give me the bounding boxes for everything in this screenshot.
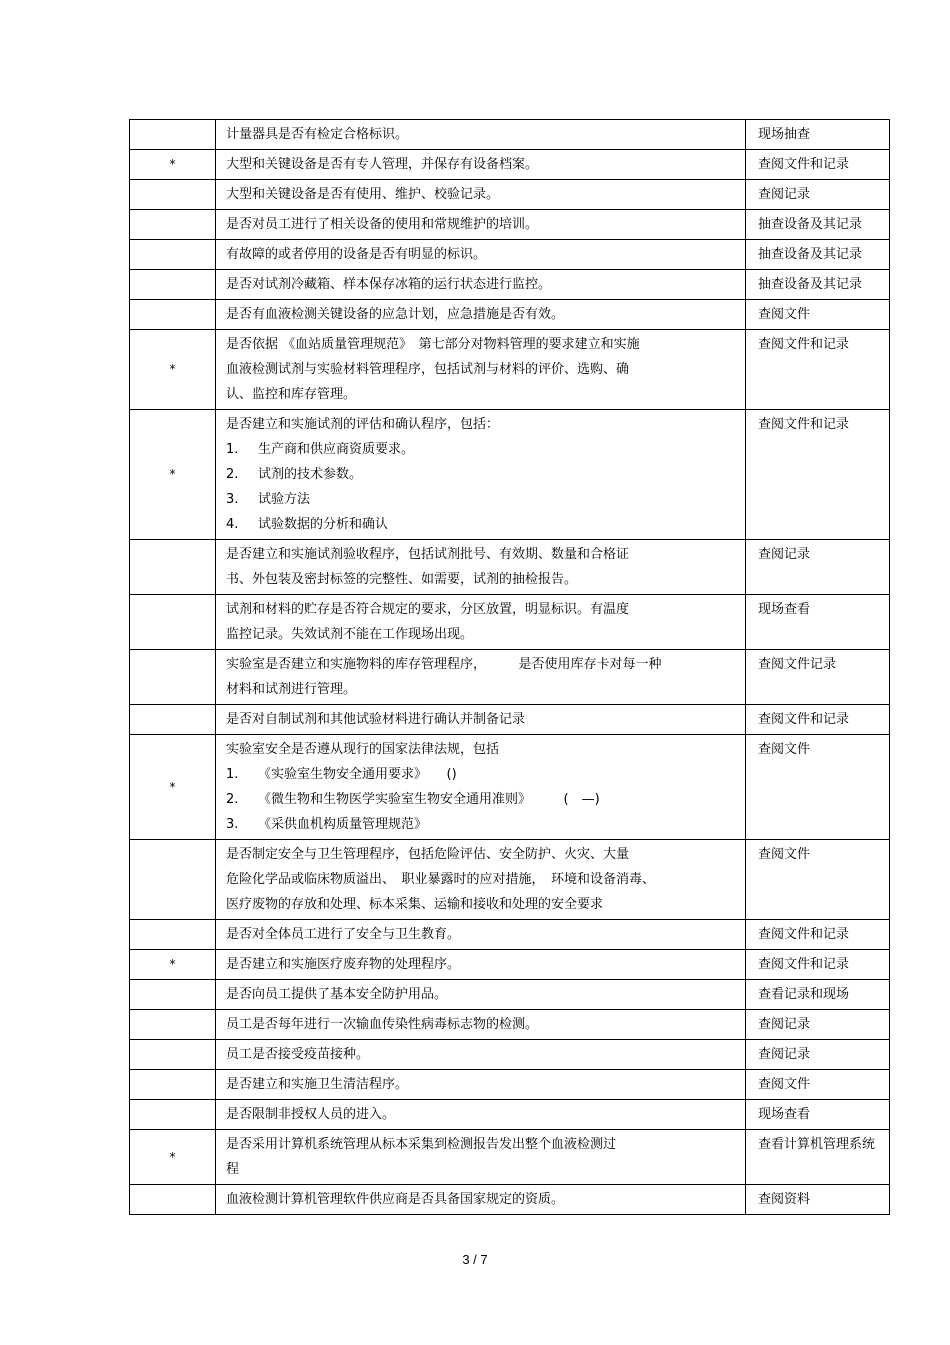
check-item bbox=[216, 1070, 746, 1100]
table-row bbox=[130, 1070, 890, 1100]
inspection-method: 查阅文件和记录 bbox=[746, 705, 890, 735]
check-item-text: 是否依据 《血站质量管理规范》 第七部分对物料管理的要求建立和实施 bbox=[226, 337, 640, 352]
inspection-method: 抽查设备及其记录 bbox=[746, 240, 890, 270]
check-item bbox=[216, 240, 746, 270]
list-item-text: 试验方法 bbox=[258, 492, 311, 507]
inspection-method: 现场查看 bbox=[746, 1100, 890, 1130]
list-item-number: 4. bbox=[226, 517, 239, 532]
table-row bbox=[130, 1010, 890, 1040]
inspection-method: 查阅文件和记录 bbox=[746, 330, 890, 410]
table-row bbox=[130, 1100, 890, 1130]
key-item-mark bbox=[130, 1070, 216, 1100]
key-item-mark bbox=[130, 980, 216, 1010]
table-row bbox=[130, 595, 890, 650]
check-item bbox=[216, 410, 746, 540]
key-item-mark: * bbox=[130, 150, 216, 180]
check-item-text: 试剂和材料的贮存是否符合规定的要求，分区放置，明显标识。有温度 bbox=[226, 602, 630, 617]
table-row bbox=[130, 920, 890, 950]
page-number: 3 / 7 bbox=[462, 1252, 488, 1267]
check-item-text: 大型和关键设备是否有使用、维护、校验记录。 bbox=[226, 187, 500, 202]
check-item bbox=[216, 950, 746, 980]
check-item bbox=[216, 595, 746, 650]
key-item-mark: * bbox=[130, 1130, 216, 1185]
key-item-mark bbox=[130, 180, 216, 210]
list-item-text: 试验数据的分析和确认 bbox=[258, 517, 389, 532]
inspection-method: 查阅记录 bbox=[746, 1010, 890, 1040]
table-row bbox=[130, 735, 890, 840]
inspection-method: 查阅记录 bbox=[746, 540, 890, 595]
key-item-mark: * bbox=[130, 410, 216, 540]
inspection-method: 抽查设备及其记录 bbox=[746, 270, 890, 300]
check-item-text: 是否对员工进行了相关设备的使用和常规维护的培训。 bbox=[226, 217, 539, 232]
table-row bbox=[130, 120, 890, 150]
inspection-method: 查阅文件和记录 bbox=[746, 950, 890, 980]
table-row bbox=[130, 210, 890, 240]
list-item-number: 2. bbox=[226, 467, 239, 482]
check-item bbox=[216, 1100, 746, 1130]
key-item-mark bbox=[130, 300, 216, 330]
inspection-method: 现场抽查 bbox=[746, 120, 890, 150]
list-item-number: 2. bbox=[226, 792, 239, 807]
key-item-mark bbox=[130, 270, 216, 300]
check-item-text: 是否向员工提供了基本安全防护用品。 bbox=[226, 987, 448, 1002]
check-item-text: 员工是否接受疫苗接种。 bbox=[226, 1047, 370, 1062]
inspection-method: 查阅文件记录 bbox=[746, 650, 890, 705]
check-item-text: 血液检测计算机管理软件供应商是否具备国家规定的资质。 bbox=[226, 1192, 565, 1207]
table-row bbox=[130, 240, 890, 270]
key-item-mark bbox=[130, 1100, 216, 1130]
check-item bbox=[216, 1130, 746, 1185]
key-item-mark: * bbox=[130, 950, 216, 980]
inspection-method: 查阅文件 bbox=[746, 1070, 890, 1100]
check-item-text: 是否建立和实施卫生清洁程序。 bbox=[226, 1077, 409, 1092]
list-item bbox=[226, 437, 735, 462]
inspection-method: 现场查看 bbox=[746, 595, 890, 650]
table-row bbox=[130, 540, 890, 595]
inspection-method: 查阅文件和记录 bbox=[746, 150, 890, 180]
check-item-text: 是否采用计算机系统管理从标本采集到检测报告发出整个血液检测过 bbox=[226, 1137, 617, 1152]
check-item-text: 医疗废物的存放和处理、标本采集、运输和接收和处理的安全要求 bbox=[226, 897, 604, 912]
check-item bbox=[216, 540, 746, 595]
check-item bbox=[216, 1010, 746, 1040]
key-item-mark bbox=[130, 120, 216, 150]
table-row bbox=[130, 980, 890, 1010]
check-item-text: 是否对自制试剂和其他试验材料进行确认并制备记录 bbox=[226, 712, 526, 727]
list-item bbox=[226, 487, 735, 512]
table-row bbox=[130, 1040, 890, 1070]
list-item bbox=[226, 512, 735, 537]
check-item bbox=[216, 270, 746, 300]
inspection-method: 查看计算机管理系统 bbox=[746, 1130, 890, 1185]
check-item bbox=[216, 300, 746, 330]
table-row bbox=[130, 330, 890, 410]
list-item bbox=[226, 462, 735, 487]
key-item-mark bbox=[130, 240, 216, 270]
check-item-text: 有故障的或者停用的设备是否有明显的标识。 bbox=[226, 247, 487, 262]
check-item bbox=[216, 735, 746, 840]
checklist-body bbox=[130, 120, 890, 1215]
key-item-mark bbox=[130, 1185, 216, 1215]
check-item-text: 血液检测试剂与实验材料管理程序，包括试剂与材料的评价、选购、确 bbox=[226, 362, 630, 377]
table-row bbox=[130, 270, 890, 300]
key-item-mark: * bbox=[130, 735, 216, 840]
check-item bbox=[216, 650, 746, 705]
check-item bbox=[216, 840, 746, 920]
check-item bbox=[216, 920, 746, 950]
key-item-mark bbox=[130, 1010, 216, 1040]
inspection-method: 抽查设备及其记录 bbox=[746, 210, 890, 240]
list-item-number: 1. bbox=[226, 767, 239, 782]
table-row bbox=[130, 1130, 890, 1185]
check-item-text: 实验室安全是否遵从现行的国家法律法规，包括 bbox=[226, 742, 500, 757]
list-item bbox=[226, 787, 735, 812]
key-item-mark bbox=[130, 920, 216, 950]
key-item-mark bbox=[130, 540, 216, 595]
check-item bbox=[216, 150, 746, 180]
check-item-text: 是否建立和实施试剂验收程序，包括试剂批号、有效期、数量和合格证 bbox=[226, 547, 630, 562]
check-item bbox=[216, 210, 746, 240]
table-row bbox=[130, 410, 890, 540]
inspection-method: 查阅文件 bbox=[746, 735, 890, 840]
key-item-mark bbox=[130, 650, 216, 705]
check-item bbox=[216, 980, 746, 1010]
check-item-text: 是否有血液检测关键设备的应急计划，应急措施是否有效。 bbox=[226, 307, 565, 322]
inspection-method: 查看记录和现场 bbox=[746, 980, 890, 1010]
list-item-text: 生产商和供应商资质要求。 bbox=[258, 442, 415, 457]
table-row bbox=[130, 1185, 890, 1215]
key-item-mark bbox=[130, 210, 216, 240]
list-item bbox=[226, 762, 735, 787]
check-item-text: 材料和试剂进行管理。 bbox=[226, 682, 357, 697]
check-item-text: 实验室是否建立和实施物料的库存管理程序， 是否使用库存卡对每一种 bbox=[226, 657, 662, 672]
key-item-mark: * bbox=[130, 330, 216, 410]
check-item-text: 员工是否每年进行一次输血传染性病毒标志物的检测。 bbox=[226, 1017, 539, 1032]
check-item bbox=[216, 1185, 746, 1215]
table-row bbox=[130, 840, 890, 920]
inspection-method: 查阅资料 bbox=[746, 1185, 890, 1215]
inspection-method: 查阅文件 bbox=[746, 840, 890, 920]
inspection-method: 查阅文件和记录 bbox=[746, 920, 890, 950]
check-item-text: 程 bbox=[226, 1162, 240, 1177]
check-item-text: 是否制定安全与卫生管理程序，包括危险评估、安全防护、火灾、大量 bbox=[226, 847, 630, 862]
inspection-method: 查阅文件 bbox=[746, 300, 890, 330]
check-item-text: 认、监控和库存管理。 bbox=[226, 387, 357, 402]
list-item bbox=[226, 812, 735, 837]
list-item-text: 《实验室生物安全通用要求》 () bbox=[258, 767, 457, 782]
list-item-number: 3. bbox=[226, 817, 239, 832]
check-item bbox=[216, 180, 746, 210]
inspection-method: 查阅记录 bbox=[746, 1040, 890, 1070]
check-item bbox=[216, 330, 746, 410]
table-row bbox=[130, 150, 890, 180]
key-item-mark bbox=[130, 840, 216, 920]
table-row bbox=[130, 705, 890, 735]
check-item bbox=[216, 1040, 746, 1070]
check-item-text: 书、外包装及密封标签的完整性、如需要，试剂的抽检报告。 bbox=[226, 572, 578, 587]
key-item-mark bbox=[130, 1040, 216, 1070]
check-item bbox=[216, 120, 746, 150]
check-item-text: 是否建立和实施医疗废弃物的处理程序。 bbox=[226, 957, 461, 972]
table-row bbox=[130, 650, 890, 705]
list-item-number: 3. bbox=[226, 492, 239, 507]
list-item-text: 《采供血机构质量管理规范》 bbox=[258, 817, 428, 832]
checklist-table bbox=[129, 119, 890, 1215]
inspection-method: 查阅文件和记录 bbox=[746, 410, 890, 540]
table-row bbox=[130, 180, 890, 210]
list-item-number: 1. bbox=[226, 442, 239, 457]
key-item-mark bbox=[130, 705, 216, 735]
check-item-text: 监控记录。失效试剂不能在工作现场出现。 bbox=[226, 627, 474, 642]
check-item-text: 是否限制非授权人员的进入。 bbox=[226, 1107, 396, 1122]
table-row bbox=[130, 300, 890, 330]
list-item-text: 试剂的技术参数。 bbox=[258, 467, 363, 482]
check-item-text: 危险化学品或临床物质溢出、 职业暴露时的应对措施， 环境和设备消毒、 bbox=[226, 872, 656, 887]
check-item-text: 是否对试剂冷藏箱、样本保存冰箱的运行状态进行监控。 bbox=[226, 277, 552, 292]
key-item-mark bbox=[130, 595, 216, 650]
list-item-text: 《微生物和生物医学实验室生物安全通用准则》 ( —) bbox=[258, 792, 600, 807]
check-item-text: 是否对全体员工进行了安全与卫生教育。 bbox=[226, 927, 461, 942]
table-row bbox=[130, 950, 890, 980]
check-item-text: 大型和关键设备是否有专人管理，并保存有设备档案。 bbox=[226, 157, 539, 172]
check-item-text: 是否建立和实施试剂的评估和确认程序，包括： bbox=[226, 417, 500, 432]
check-item-text: 计量器具是否有检定合格标识。 bbox=[226, 127, 409, 142]
check-item bbox=[216, 705, 746, 735]
inspection-method: 查阅记录 bbox=[746, 180, 890, 210]
